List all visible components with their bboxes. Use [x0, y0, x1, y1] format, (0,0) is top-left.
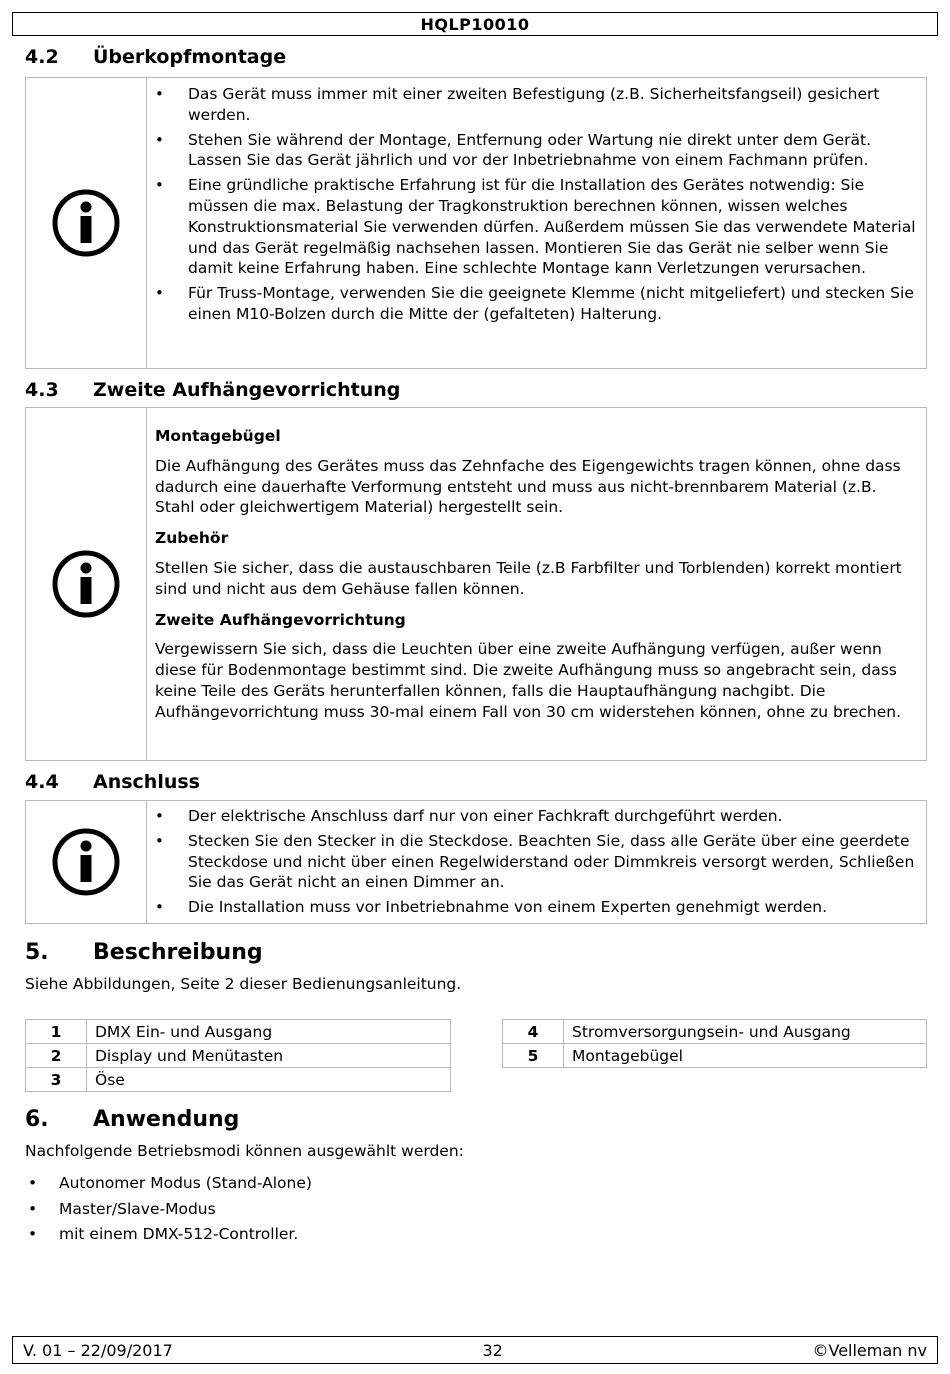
- part-label: Öse: [87, 1068, 451, 1092]
- section-title: Anschluss: [93, 771, 200, 793]
- section-number: 4.4: [25, 771, 59, 793]
- subheading-accessories: Zubehör: [155, 529, 229, 548]
- page-header: [12, 12, 938, 36]
- list-item: • Die Installation muss vor Inbetriebnahme von einem Experten genehmigt werden.: [155, 897, 918, 918]
- table-row: [503, 1044, 927, 1068]
- table-row: [26, 1020, 451, 1044]
- copyright: ©Velleman nv: [812, 1340, 927, 1360]
- list-item: • mit einem DMX-512-Controller.: [25, 1224, 312, 1245]
- section-number: 6.: [25, 1107, 49, 1132]
- part-label: DMX Ein- und Ausgang: [87, 1020, 451, 1044]
- content-cell: [147, 78, 926, 368]
- part-label: Montagebügel: [564, 1044, 927, 1068]
- page-number: 32: [482, 1340, 503, 1360]
- bullet-list: [155, 806, 918, 918]
- list-item: • Stehen Sie während der Montage, Entfernung oder Wartung nie direkt unter dem Gerät. Lassen Sie das Gerät jährlich und vor der Inbetriebnahme von einem Fachmann prüfen.: [155, 130, 918, 172]
- description-intro: Siehe Abbildungen, Seite 2 dieser Bedienungsanleitung.: [25, 975, 462, 993]
- paragraph: Stellen Sie sicher, dass die austauschbaren Teile (z.B Farbfilter und Torblenden) korrekt montiert sind und nicht aus dem Gehäuse fallen können.: [155, 558, 902, 598]
- info-box-overhead-mounting: [25, 77, 927, 369]
- model-number: HQLP10010: [420, 15, 530, 34]
- list-item: • Stecken Sie den Stecker in die Steckdose. Beachten Sie, dass alle Geräte über eine geerdete Steckdose und nicht über einen Regelwiderstand oder Dimmkreis versorgt werden, Schließen Sie das Gerät nicht an einen Dimmer an.: [155, 831, 918, 893]
- content-cell: [147, 408, 926, 760]
- icon-cell: [26, 78, 147, 368]
- section-heading-5: [25, 940, 263, 965]
- list-item: • Der elektrische Anschluss darf nur von einer Fachkraft durchgeführt werden.: [155, 806, 918, 827]
- section-title: Zweite Aufhängevorrichtung: [93, 379, 401, 401]
- part-number: 2: [26, 1044, 87, 1068]
- section-heading-6: [25, 1107, 239, 1132]
- list-item: • Eine gründliche praktische Erfahrung ist für die Installation des Gerätes notwendig: Sie müssen die max. Belastung der Tragkonstruktion berechnen können, wissen welches Konstruktionsmaterial Sie verwenden dürfen. Außerdem müssen Sie das verwendete Material und das Gerät regelmäßig nachsehen lassen. Montieren Sie das Gerät nie selber wenn Sie damit keine Erfahrung haben. Eine schlechte Montage kann Verletzungen verursachen.: [155, 175, 918, 279]
- application-intro: Nachfolgende Betriebsmodi können ausgewählt werden:: [25, 1142, 464, 1160]
- paragraph: Die Aufhängung des Gerätes muss das Zehnfache des Eigengewichts tragen können, ohne dass dadurch eine dauerhafte Verformung entsteht und muss aus nicht-brennbarem Material (z.B. Stahl oder gleichwertigem Material) hergestellt sein.: [155, 456, 901, 517]
- mode-list: [25, 1173, 312, 1250]
- section-title: Überkopfmontage: [93, 46, 287, 68]
- list-item: • Für Truss-Montage, verwenden Sie die geeignete Klemme (nicht mitgeliefert) und stecken Sie einen M10-Bolzen durch die Mitte der (gefalteten) Halterung.: [155, 283, 918, 325]
- paragraph: Vergewissern Sie sich, dass die Leuchten über eine zweite Aufhängung verfügen, außer wenn diese für Bodenmontage bestimmt sind. Die zweite Aufhängung muss so angebracht sein, dass keine Teile des Geräts herunterfallen können, falls die Hauptaufhängung nachgibt. Die Aufhängevorrichtung muss 30-mal einem Fall von 30 cm widerstehen können, ohne zu brechen.: [155, 640, 902, 721]
- part-label: Stromversorgungsein- und Ausgang: [564, 1020, 927, 1044]
- bullet-list: [155, 84, 918, 325]
- subheading-second-suspension: Zweite Aufhängevorrichtung: [155, 610, 406, 629]
- version-date: V. 01 – 22/09/2017: [23, 1340, 173, 1360]
- table-row: [503, 1020, 927, 1044]
- info-icon: [51, 827, 121, 897]
- table-row: [26, 1068, 451, 1092]
- part-number: 4: [503, 1020, 564, 1044]
- info-box-second-suspension: [25, 407, 927, 761]
- list-item: • Autonomer Modus (Stand-Alone): [25, 1173, 312, 1194]
- content-cell: [147, 801, 926, 923]
- section-number: 4.3: [25, 379, 59, 401]
- section-number: 5.: [25, 940, 49, 965]
- section-heading-4-2: [25, 46, 286, 68]
- subheading-mounting-bracket: Montagebügel: [155, 427, 281, 445]
- parts-table-left: [25, 1019, 451, 1092]
- page-footer: [12, 1336, 938, 1364]
- section-number: 4.2: [25, 46, 59, 68]
- part-number: 5: [503, 1044, 564, 1068]
- part-number: 1: [26, 1020, 87, 1044]
- list-item: • Das Gerät muss immer mit einer zweiten Befestigung (z.B. Sicherheitsfangseil) gesichert werden.: [155, 84, 918, 126]
- parts-table-right: [502, 1019, 927, 1068]
- table-row: [26, 1044, 451, 1068]
- part-number: 3: [26, 1068, 87, 1092]
- section-heading-4-4: [25, 771, 200, 793]
- info-icon: [51, 549, 121, 619]
- icon-cell: [26, 408, 147, 760]
- part-label: Display und Menütasten: [87, 1044, 451, 1068]
- section-title: Anwendung: [93, 1107, 240, 1132]
- list-item: • Master/Slave-Modus: [25, 1199, 312, 1220]
- icon-cell: [26, 801, 147, 923]
- section-heading-4-3: [25, 379, 400, 401]
- section-title: Beschreibung: [93, 940, 263, 965]
- info-icon: [51, 188, 121, 258]
- info-box-connection: [25, 800, 927, 924]
